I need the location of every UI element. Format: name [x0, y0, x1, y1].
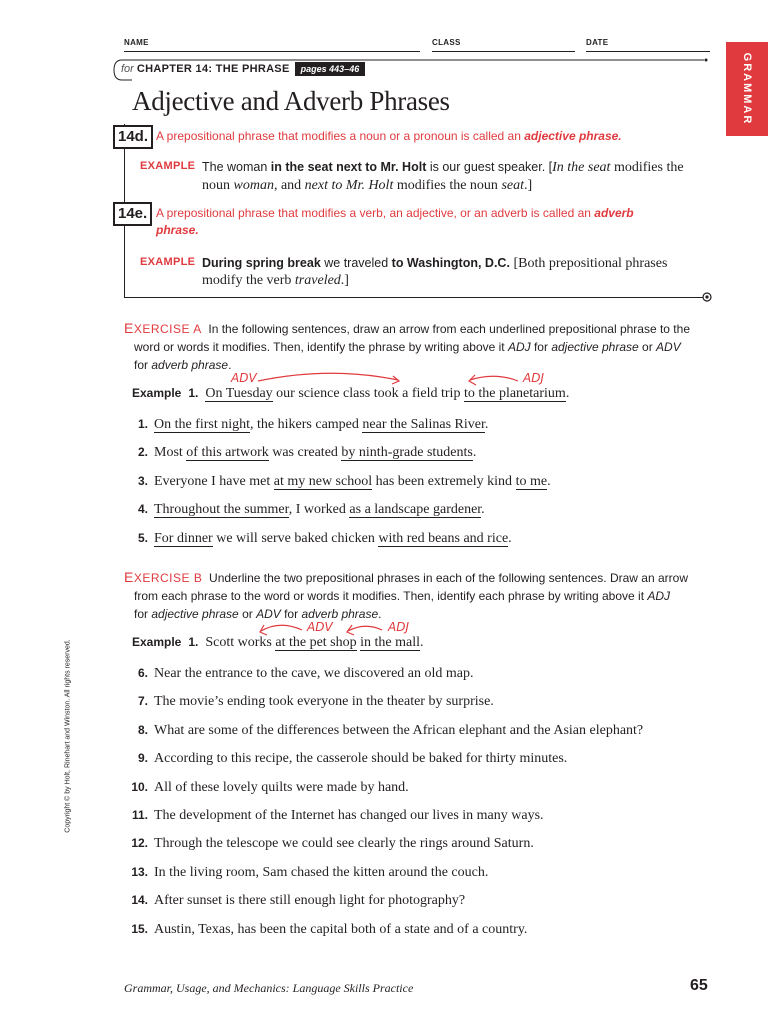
- exa-l3-b: .: [228, 358, 232, 372]
- example-label-14d: EXAMPLE: [140, 160, 196, 172]
- exercise-b-example-num: 1.: [188, 635, 199, 649]
- exercise-b-example-text1: Scott works: [205, 635, 276, 650]
- exercise-a-text1: In the following sentences, draw an arrow from each underlined prepositional phrase to the: [208, 322, 690, 336]
- list-item[interactable]: [122, 891, 722, 910]
- name-label: NAME: [124, 38, 149, 47]
- list-item[interactable]: [122, 920, 722, 939]
- item-number: 3.: [137, 474, 148, 488]
- sentence-text: , the hikers camped: [250, 417, 363, 432]
- exercise-b-cap: E: [124, 569, 134, 585]
- copyright-notice: Copyright © by Holt, Rinehart and Winston. All rights reserved.: [64, 639, 72, 833]
- rule-term-14d: adjective phrase.: [524, 129, 622, 143]
- ex14e-l2-t1: modify the verb: [202, 273, 295, 288]
- sentence-text: All of these lovely quilts were made by hand.: [154, 780, 409, 795]
- list-item[interactable]: [122, 721, 722, 740]
- exa-l2-b: for: [530, 340, 552, 354]
- underlined-phrase[interactable]: For dinner: [154, 531, 213, 546]
- list-item[interactable]: [122, 806, 722, 825]
- list-item[interactable]: [122, 834, 722, 853]
- exb-l3-c: for: [280, 607, 302, 621]
- chapter-title: CHAPTER 14: THE PHRASE: [136, 63, 290, 75]
- sentence-text: The development of the Internet has changed our lives in many ways.: [154, 808, 544, 823]
- exercise-a-example-num: 1.: [188, 386, 199, 400]
- sentence-text: .: [547, 474, 551, 489]
- rule-id-14d: 14d.: [113, 125, 153, 149]
- ex14d-t3: modifies the: [610, 160, 684, 175]
- ex14d-t2: is our guest speaker. [: [426, 160, 553, 174]
- ex14d-l2-i3: seat: [501, 178, 524, 193]
- rule-id-14e: 14e.: [113, 202, 152, 226]
- exb-l2-i: ADJ: [647, 589, 671, 603]
- ex14d-t1: The woman: [202, 160, 271, 174]
- ex14d-l2-t4: .]: [524, 178, 533, 193]
- sentence-text: has been extremely kind: [372, 474, 516, 489]
- item-number: 12.: [131, 836, 148, 850]
- underlined-phrase[interactable]: as a landscape gardener: [349, 502, 482, 517]
- page-number: 65: [690, 977, 708, 994]
- item-number: 8.: [137, 723, 148, 737]
- ex14e-t1: we traveled: [320, 256, 392, 270]
- exb-l2-a: from each phrase to the word or words it modifies. Then, identify each phrase by writing above it: [134, 589, 648, 603]
- underlined-phrase[interactable]: at my new school: [273, 474, 373, 489]
- sentence-text: , I worked: [288, 502, 350, 517]
- example-label-14e: EXAMPLE: [140, 256, 196, 268]
- exb-l3-a: for: [134, 607, 152, 621]
- for-text: for: [121, 63, 134, 75]
- underlined-phrase[interactable]: near the Salinas River: [362, 417, 485, 432]
- exa-l2-a: word or words it modifies. Then, identify the phrase by writing above it: [134, 340, 508, 354]
- sentence-text: The movie’s ending took everyone in the theater by surprise.: [154, 694, 494, 709]
- sentence-text: .: [484, 417, 489, 432]
- list-item[interactable]: [122, 664, 722, 683]
- exa-l3-i: adverb phrase: [151, 358, 229, 372]
- item-number: 4.: [137, 502, 148, 516]
- exercise-a-label: XERCISE A: [133, 322, 202, 336]
- item-number: 13.: [131, 865, 148, 879]
- exercise-a-cap: E: [124, 320, 134, 336]
- exercise-a-example-text1: our science class took a field trip: [272, 386, 464, 401]
- exercise-a-example-phrase1: On Tuesday: [205, 386, 273, 401]
- exa-l2-i1: ADJ: [507, 340, 531, 354]
- ex14d-l2-i1: woman: [233, 178, 274, 193]
- sentence-text: we will serve baked chicken: [212, 531, 379, 546]
- exercise-a-example-label: Example: [132, 386, 182, 400]
- pages-badge: pages 443–46: [295, 62, 366, 76]
- ex14e-l2-t2: .]: [340, 273, 349, 288]
- sentence-text: In the living room, Sam chased the kitten around the couch.: [154, 865, 489, 880]
- item-number: 5.: [137, 531, 148, 545]
- sentence-text: What are some of the differences between the African elephant and the Asian elephant?: [154, 723, 644, 738]
- ex14d-l2-t2: , and: [273, 178, 305, 193]
- sentence-text: Near the entrance to the cave, we discovered an old map.: [154, 666, 474, 681]
- underlined-phrase[interactable]: Throughout the summer: [154, 502, 289, 517]
- sentence-text: Most: [154, 445, 187, 460]
- item-number: 14.: [131, 893, 148, 907]
- ex14e-t2: [Both prepositional phrases: [509, 256, 668, 271]
- exa-l2-i2: adjective phrase: [551, 340, 639, 354]
- exercise-b-example-text3: .: [420, 635, 424, 650]
- ex14d-i1: In the seat: [552, 160, 611, 175]
- item-number: 1.: [137, 417, 148, 431]
- sentence-text: .: [508, 531, 512, 546]
- ex14d-l2-i2: next to Mr. Holt: [304, 178, 394, 193]
- sentence-text: Everyone I have met: [154, 474, 274, 489]
- underlined-phrase[interactable]: of this artwork: [186, 445, 269, 460]
- ex14d-l2-t1: noun: [202, 178, 234, 193]
- list-item[interactable]: [122, 863, 722, 882]
- class-label: CLASS: [432, 38, 461, 47]
- footer-book-title: Grammar, Usage, and Mechanics: Language Skills Practice: [124, 981, 414, 995]
- sentence-text: After sunset is there still enough light for photography?: [154, 893, 466, 908]
- item-number: 11.: [131, 808, 148, 822]
- item-number: 7.: [137, 694, 148, 708]
- list-item[interactable]: [122, 692, 722, 711]
- rule-term-14e: adverb: [594, 206, 634, 220]
- ex14e-bold2: to Washington, D.C.: [391, 256, 510, 270]
- rule-text-14e-body: A prepositional phrase that modifies a verb, an adjective, or an adverb is called an: [156, 206, 595, 220]
- exb-l3-d: .: [378, 607, 382, 621]
- sentence-text: was created: [268, 445, 342, 460]
- sentence-text: .: [472, 445, 477, 460]
- exa-l3-a: for: [134, 358, 152, 372]
- exercise-b-example-phrase2: in the mall: [360, 635, 421, 650]
- side-tab-label: GRAMMAR: [741, 52, 753, 126]
- list-item[interactable]: [122, 778, 722, 797]
- date-label: DATE: [586, 38, 609, 47]
- exercise-a-hand-adj: ADJ: [523, 371, 544, 385]
- exb-l3-i2: ADV: [256, 607, 281, 621]
- item-number: 9.: [137, 751, 148, 765]
- underlined-phrase[interactable]: with red beans and rice: [378, 531, 509, 546]
- sentence-text: Through the telescope we could see clearly the rings around Saturn.: [154, 836, 534, 851]
- rule-term-14e-line2: phrase.: [156, 223, 199, 237]
- ex14d-l2-t3: modifies the noun: [393, 178, 502, 193]
- item-number: 15.: [131, 922, 148, 936]
- exercise-b-example: [122, 633, 722, 652]
- exercise-b-example-phrase1: at the pet shop: [275, 635, 357, 650]
- underlined-phrase[interactable]: by ninth-grade students: [341, 445, 473, 460]
- item-number: 10.: [131, 780, 148, 794]
- list-item[interactable]: [122, 749, 722, 768]
- underlined-phrase[interactable]: to me: [515, 474, 548, 489]
- exb-l3-b: or: [238, 607, 257, 621]
- exercise-b-hand-adv: ADV: [307, 620, 333, 634]
- sentence-text: .: [481, 502, 485, 517]
- sentence-text: Austin, Texas, has been the capital both of a state and of a country.: [154, 922, 528, 937]
- ex14e-bold1: During spring break: [202, 256, 321, 270]
- exa-l2-c: or: [638, 340, 657, 354]
- exb-l3-i3: adverb phrase: [301, 607, 379, 621]
- exa-l2-i3: ADV: [656, 340, 681, 354]
- item-number: 2.: [137, 445, 148, 459]
- exercise-a-example-text2: .: [565, 386, 570, 401]
- ex14d-bold: in the seat next to Mr. Holt: [270, 160, 427, 174]
- exercise-a-hand-adv: ADV: [231, 371, 257, 385]
- exercise-b-label: XERCISE B: [133, 571, 203, 585]
- rule-text-14d-body: A prepositional phrase that modifies a noun or a pronoun is called an: [156, 129, 525, 143]
- underlined-phrase[interactable]: On the first night: [154, 417, 251, 432]
- sentence-text: According to this recipe, the casserole should be baked for thirty minutes.: [154, 751, 568, 766]
- ex14e-l2-i: traveled: [294, 273, 341, 288]
- exercise-b-example-label: Example: [132, 635, 182, 649]
- page-title: Adjective and Adverb Phrases: [132, 86, 450, 116]
- exb-l3-i1: adjective phrase: [151, 607, 239, 621]
- item-number: 6.: [137, 666, 148, 680]
- exercise-a-example-phrase2: to the planetarium: [463, 386, 566, 401]
- exercise-b-text1: Underline the two prepositional phrases in each of the following sentences. Draw an arrow: [209, 571, 688, 585]
- exercise-b-hand-adj: ADJ: [388, 620, 409, 634]
